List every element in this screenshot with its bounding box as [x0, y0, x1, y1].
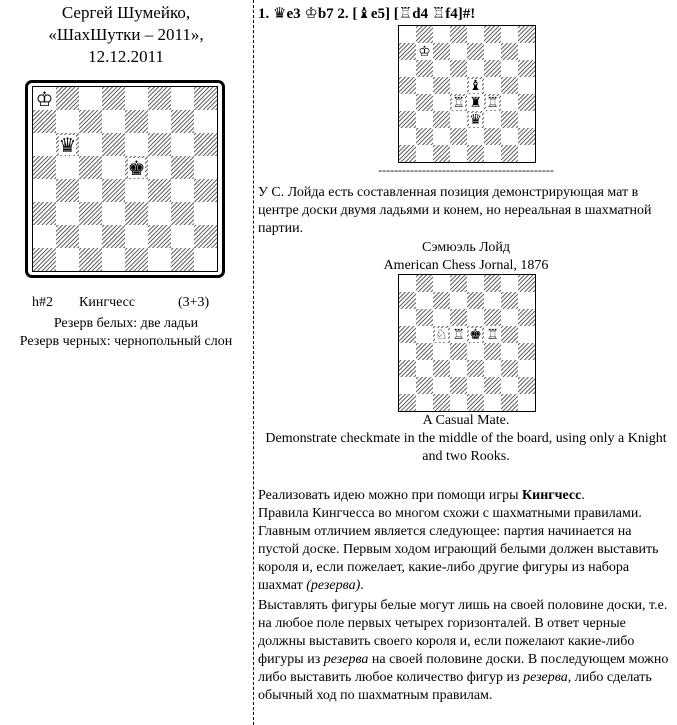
light-square — [171, 225, 194, 248]
black-queen-icon: ♛ — [469, 111, 482, 128]
light-square — [467, 343, 484, 360]
light-square — [399, 60, 416, 77]
light-square — [33, 225, 56, 248]
author-name: Сергей Шумейко, — [61, 3, 191, 22]
light-square — [102, 248, 125, 271]
dark-square — [450, 60, 467, 77]
light-square — [467, 60, 484, 77]
light-square — [501, 26, 518, 43]
bracket: [ — [393, 6, 399, 22]
dark-square — [467, 292, 484, 309]
separator: -------------------------------------------- — [378, 163, 554, 177]
text-run: . — [360, 578, 364, 593]
move-number: 1. — [258, 6, 270, 22]
dark-square — [501, 326, 518, 343]
chess-board-3 — [398, 274, 536, 412]
light-square — [484, 43, 501, 60]
light-square — [102, 156, 125, 179]
source-name: «ШахШутки – 2011», — [48, 25, 204, 44]
light-square — [467, 26, 484, 43]
light-square — [484, 111, 501, 128]
dark-square — [416, 94, 433, 111]
light-square — [416, 394, 433, 411]
light-square — [467, 128, 484, 145]
dark-square — [518, 94, 535, 111]
light-square — [467, 377, 484, 394]
dark-square — [399, 394, 416, 411]
light-square — [399, 94, 416, 111]
dark-square — [450, 128, 467, 145]
dark-square — [416, 128, 433, 145]
light-square — [433, 343, 450, 360]
rook-icon: ♖ — [398, 4, 413, 22]
light-square — [433, 275, 450, 292]
light-square — [79, 87, 102, 110]
dark-square — [484, 26, 501, 43]
kingchess-intro — [258, 487, 672, 505]
light-square — [79, 225, 102, 248]
dark-square — [416, 60, 433, 77]
light-square — [450, 360, 467, 377]
light-square — [433, 128, 450, 145]
dark-square — [484, 60, 501, 77]
light-square — [501, 60, 518, 77]
text-run: Реализовать идею можно при помощи игры — [258, 488, 522, 503]
light-square — [450, 145, 467, 162]
chess-board-1 — [32, 86, 218, 272]
light-square — [518, 77, 535, 94]
light-square — [56, 248, 79, 271]
dark-square — [433, 111, 450, 128]
dark-square — [194, 225, 217, 248]
light-square — [433, 60, 450, 77]
dark-square — [125, 110, 148, 133]
light-square — [518, 326, 535, 343]
light-square — [518, 43, 535, 60]
dark-square — [484, 343, 501, 360]
light-square — [416, 111, 433, 128]
dark-square — [416, 26, 433, 43]
dark-square — [194, 179, 217, 202]
stipulation: h#2 — [32, 295, 53, 310]
light-square — [433, 377, 450, 394]
dark-square — [148, 225, 171, 248]
light-square — [433, 94, 450, 111]
bracket: [ — [352, 6, 358, 22]
light-square — [194, 110, 217, 133]
light-square — [450, 43, 467, 60]
light-square — [102, 202, 125, 225]
dark-square — [467, 360, 484, 377]
dark-square — [433, 43, 450, 60]
dark-square — [518, 26, 535, 43]
dark-square — [171, 202, 194, 225]
white-rook-icon: ♖ — [486, 94, 499, 111]
dark-square — [433, 77, 450, 94]
dark-square — [501, 111, 518, 128]
dark-square — [148, 179, 171, 202]
light-square — [484, 145, 501, 162]
white-rook-icon: ♖ — [452, 326, 465, 343]
light-square — [171, 133, 194, 156]
light-square — [467, 275, 484, 292]
dark-square — [79, 156, 102, 179]
dark-square — [433, 292, 450, 309]
genre: Кингчесс — [79, 295, 136, 310]
left-column — [0, 0, 252, 68]
light-square — [501, 377, 518, 394]
dark-square — [416, 275, 433, 292]
reserve-white: Резерв белых: две ладьи — [53, 316, 199, 331]
dark-square — [501, 360, 518, 377]
dark-square — [399, 292, 416, 309]
white-knight-icon: ♘ — [435, 326, 448, 343]
light-square — [501, 94, 518, 111]
light-square — [518, 111, 535, 128]
chess-board-2 — [398, 25, 536, 163]
text-run: Выставлять фигуры белые могут лишь на своей половине доски, т.е. на любое поле первых четырех горизонталей. В ответ черные должны выставить своего короля и, если пожелают какие-либо фигуры из — [258, 598, 668, 667]
dark-square — [416, 377, 433, 394]
dark-square — [450, 309, 467, 326]
dark-square — [501, 77, 518, 94]
dark-square — [56, 87, 79, 110]
light-square — [148, 202, 171, 225]
dark-square — [484, 275, 501, 292]
queen-icon: ♛ — [273, 4, 287, 22]
light-square — [194, 202, 217, 225]
dark-square — [148, 87, 171, 110]
dark-square — [501, 43, 518, 60]
light-square — [484, 292, 501, 309]
light-square — [33, 133, 56, 156]
dark-square — [518, 309, 535, 326]
white-king-icon: ♔ — [418, 43, 431, 60]
light-square — [171, 179, 194, 202]
dark-square — [399, 43, 416, 60]
dark-square — [518, 275, 535, 292]
light-square — [125, 225, 148, 248]
dark-square — [399, 77, 416, 94]
column-divider — [253, 0, 254, 725]
dark-square — [484, 377, 501, 394]
move-number: 2. — [337, 6, 349, 22]
dark-square — [518, 60, 535, 77]
light-square — [416, 360, 433, 377]
light-square — [56, 156, 79, 179]
dark-square — [79, 202, 102, 225]
white-rook-icon: ♖ — [486, 326, 499, 343]
dark-square — [194, 133, 217, 156]
dark-square — [450, 26, 467, 43]
light-square — [148, 110, 171, 133]
dark-square — [102, 179, 125, 202]
move-text: d4 — [412, 6, 429, 22]
move-text: b7 — [317, 6, 334, 22]
loyd-task: Demonstrate checkmate in the middle of the board, using only a Knight and two Rooks. — [265, 431, 667, 464]
dark-square — [433, 145, 450, 162]
dark-square — [501, 145, 518, 162]
reserve-term: резерва — [323, 652, 369, 667]
light-square — [501, 309, 518, 326]
light-square — [399, 26, 416, 43]
dark-square — [518, 343, 535, 360]
light-square — [416, 326, 433, 343]
light-square — [399, 309, 416, 326]
dark-square — [467, 394, 484, 411]
source-date: 12.12.2011 — [88, 47, 164, 66]
light-square — [399, 377, 416, 394]
dark-square — [102, 225, 125, 248]
kingchess-term: Кингчесс — [521, 488, 582, 503]
light-square — [518, 145, 535, 162]
light-square — [399, 128, 416, 145]
light-square — [416, 145, 433, 162]
dark-square — [450, 343, 467, 360]
light-square — [501, 128, 518, 145]
light-square — [501, 343, 518, 360]
loyd-title: A Casual Mate. — [422, 413, 510, 428]
dark-square — [484, 309, 501, 326]
light-square — [450, 292, 467, 309]
light-square — [33, 179, 56, 202]
dark-square — [148, 133, 171, 156]
light-square — [102, 110, 125, 133]
kingchess-placement — [258, 597, 672, 705]
dark-square — [501, 394, 518, 411]
light-square — [194, 156, 217, 179]
black-bishop-icon: ♝ — [469, 77, 482, 94]
dark-square — [484, 128, 501, 145]
black-king-icon: ♚ — [469, 326, 482, 343]
dark-square — [125, 202, 148, 225]
light-square — [484, 77, 501, 94]
dark-square — [171, 248, 194, 271]
light-square — [450, 394, 467, 411]
dark-square — [194, 87, 217, 110]
kingchess-rules — [258, 505, 668, 595]
light-square — [518, 360, 535, 377]
rook-icon: ♖ — [431, 4, 446, 22]
light-square — [399, 275, 416, 292]
king-icon: ♔ — [304, 4, 318, 22]
loyd-source: American Chess Jornal, 1876 — [383, 258, 549, 273]
light-square — [79, 133, 102, 156]
dark-square — [56, 179, 79, 202]
light-square — [484, 360, 501, 377]
dark-square — [416, 343, 433, 360]
light-square — [125, 87, 148, 110]
dark-square — [171, 110, 194, 133]
loyd-intro: У С. Лойда есть составленная позиция демонстрирующая мат в центре доски двумя ладьями и конем, но нереальная в шахматной партии. — [258, 185, 652, 236]
dark-square — [399, 145, 416, 162]
move-text: e5] — [370, 6, 391, 22]
dark-square — [399, 326, 416, 343]
light-square — [56, 110, 79, 133]
reserve-black: Резерв черных: чернопольный слон — [19, 334, 233, 349]
move-text: e3 — [286, 6, 301, 22]
light-square — [433, 26, 450, 43]
light-square — [171, 87, 194, 110]
light-square — [467, 309, 484, 326]
white-king-icon: ♔ — [35, 86, 54, 111]
dark-square — [433, 360, 450, 377]
dark-square — [467, 43, 484, 60]
dark-square — [467, 145, 484, 162]
dark-square — [79, 248, 102, 271]
light-square — [416, 77, 433, 94]
loyd-name: Сэмюэль Лойд — [421, 240, 511, 255]
dark-square — [102, 133, 125, 156]
text-run: . — [581, 488, 585, 503]
light-square — [518, 394, 535, 411]
dark-square — [33, 156, 56, 179]
text-run: на своей половине доски. В последующем можно либо выставить любое количество фигур из — [258, 652, 669, 685]
light-square — [518, 292, 535, 309]
light-square — [433, 309, 450, 326]
dark-square — [33, 202, 56, 225]
white-rook-icon: ♖ — [452, 94, 465, 111]
dark-square — [450, 377, 467, 394]
dark-square — [518, 377, 535, 394]
light-square — [194, 248, 217, 271]
light-square — [148, 248, 171, 271]
solution-line — [258, 4, 475, 23]
light-square — [125, 179, 148, 202]
dark-square — [501, 292, 518, 309]
black-rook-icon: ♜ — [469, 94, 482, 111]
light-square — [148, 156, 171, 179]
light-square — [450, 77, 467, 94]
reserve-term: (резерва) — [306, 578, 361, 593]
light-square — [416, 292, 433, 309]
light-square — [79, 179, 102, 202]
dark-square — [171, 156, 194, 179]
move-text: f4]#! — [445, 6, 476, 22]
black-king-icon: ♚ — [127, 155, 146, 180]
piece-count: (3+3) — [178, 295, 210, 310]
dark-square — [399, 111, 416, 128]
dark-square — [433, 394, 450, 411]
dark-square — [399, 360, 416, 377]
text-run: , либо сделать обычный ход по шахматным правилам. — [258, 670, 652, 703]
bishop-icon: ♝ — [357, 4, 371, 22]
light-square — [450, 111, 467, 128]
dark-square — [102, 87, 125, 110]
text-run: Правила Кингчесса во многом схожи с шахматными правилами. Главным отличием является следующее: партия начинается на пустой доске. Первым ходом играющий белыми должен выставить короля и, если пожелает, какие-либо другие фигуры из набора шахмат — [258, 506, 659, 593]
dark-square — [518, 128, 535, 145]
black-queen-icon: ♛ — [58, 132, 77, 157]
dark-square — [79, 110, 102, 133]
light-square — [399, 343, 416, 360]
light-square — [56, 202, 79, 225]
light-square — [484, 394, 501, 411]
dark-square — [56, 225, 79, 248]
dark-square — [416, 309, 433, 326]
light-square — [501, 275, 518, 292]
dark-square — [125, 248, 148, 271]
dark-square — [450, 275, 467, 292]
dark-square — [33, 110, 56, 133]
reserve-term: резерва — [523, 670, 568, 685]
light-square — [125, 133, 148, 156]
dark-square — [33, 248, 56, 271]
